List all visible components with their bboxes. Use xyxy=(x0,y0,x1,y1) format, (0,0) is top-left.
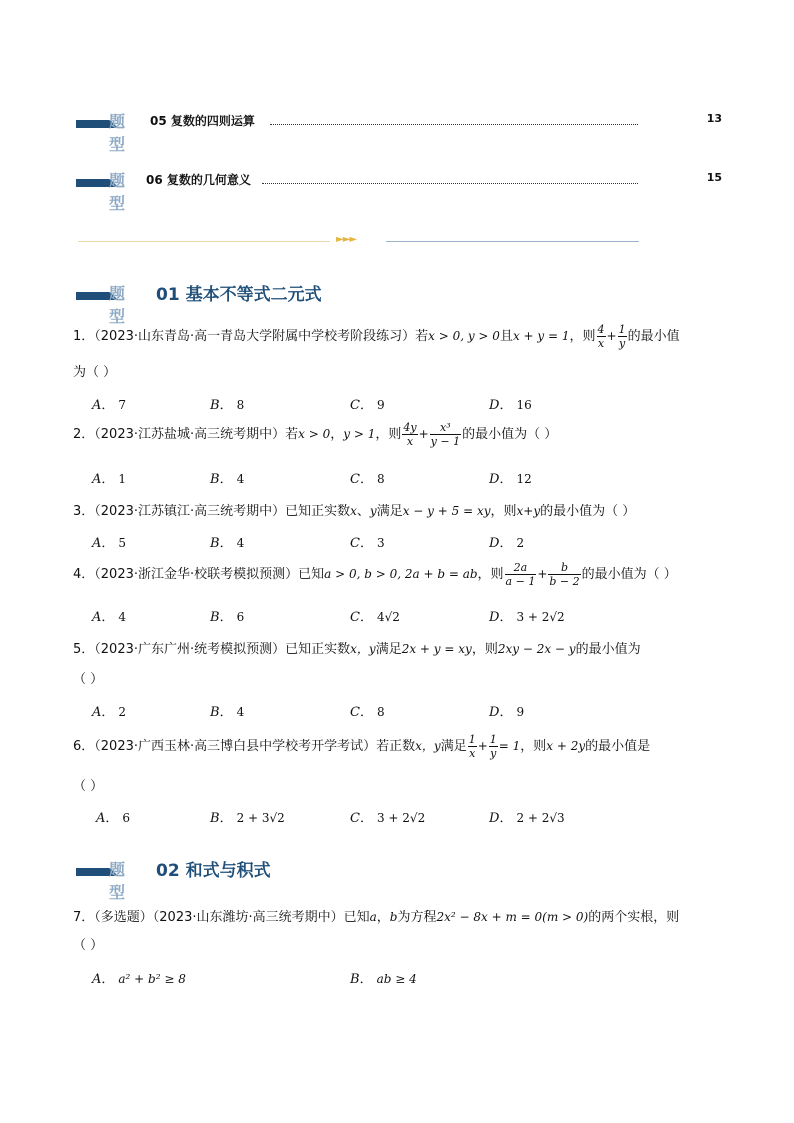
option-c[interactable]: C． 4√2 xyxy=(350,610,400,625)
option-d[interactable]: D． 3 + 2√2 xyxy=(489,610,565,625)
problem-continuation: 为（ ） xyxy=(73,365,117,380)
section-heading xyxy=(76,856,476,902)
problem-2: 2．（2023·江苏盐城·高三统考期中）若x > 0，y > 1，则 $\frac{4y}{x}$ + $\frac{\text{x³}}{y - 1}$ 的最小值为（ ） xyxy=(73,421,558,448)
option-c[interactable]: C． 3 + 2√2 xyxy=(350,811,426,826)
option-c[interactable]: C． 8 xyxy=(350,472,385,487)
option-d[interactable]: D． 2 + 2√3 xyxy=(489,811,565,826)
toc-title: 06 复数的几何意义 xyxy=(146,173,251,187)
option-a[interactable]: A． 5 xyxy=(92,536,127,551)
divider-arrows-icon: ►►► xyxy=(336,234,357,245)
toc-leader xyxy=(262,183,638,184)
problem-6: 6．（2023·广西玉林·高三博白县中学校考开学考试）若正数x，y满足 $\frac{1}{x}$ + $\frac{1}{y}$ = 1，则x + 2y的最小值是 xyxy=(73,733,651,760)
option-b[interactable]: B． 4 xyxy=(210,472,245,487)
section-title: 01 基本不等式二元式 xyxy=(156,285,322,305)
option-a[interactable]: A． 2 xyxy=(92,705,127,720)
problem-continuation: （ ） xyxy=(73,779,104,794)
option-b[interactable]: B． 8 xyxy=(210,398,245,413)
problem-continuation: （ ） xyxy=(73,672,104,687)
section-badge: 题型 xyxy=(76,112,142,130)
option-d[interactable]: D． 2 xyxy=(489,536,525,551)
problem-continuation: （ ） xyxy=(73,938,104,953)
problem-1: 1．（2023·山东青岛·高一青岛大学附属中学校考阶段练习）若x > 0, y > 0且x + y = 1，则 $\frac{4}{x}$ + $\frac{1}{y}$ 的最小值 xyxy=(73,323,680,350)
section-heading xyxy=(76,280,476,326)
option-a[interactable]: A． 1 xyxy=(92,472,127,487)
option-b[interactable]: B． 4 xyxy=(210,705,245,720)
toc-title: 05 复数的四则运算 xyxy=(150,114,255,128)
option-a[interactable]: A． 4 xyxy=(92,610,127,625)
section-badge: 题型 xyxy=(76,171,142,189)
problem-4: 4．（2023·浙江金华·校联考模拟预测）已知a > 0, b > 0, 2a + b = ab，则 $\frac{2a}{a - 1}$ + $\frac{b}{b - 2}$ 的最小值为（ ） xyxy=(73,561,677,588)
option-d[interactable]: D． 9 xyxy=(489,705,525,720)
toc-entry[interactable] xyxy=(76,110,722,154)
toc-page-number: 13 xyxy=(706,112,722,125)
option-c[interactable]: C． 9 xyxy=(350,398,385,413)
section-title: 02 和式与积式 xyxy=(156,861,271,881)
divider-right xyxy=(386,241,639,242)
toc-page-number: 15 xyxy=(706,171,722,184)
option-d[interactable]: D． 16 xyxy=(489,398,532,413)
problem-5: 5．（2023·广东广州·统考模拟预测）已知正实数x，y满足2x + y = xy，则2xy − 2x − y的最小值为 xyxy=(73,642,641,657)
option-b[interactable]: B． 4 xyxy=(210,536,245,551)
option-a[interactable]: A． a² + b² ≥ 8 xyxy=(92,972,186,987)
option-c[interactable]: C． 3 xyxy=(350,536,385,551)
toc-leader xyxy=(270,124,638,125)
option-a[interactable]: A． 6 xyxy=(96,811,131,826)
option-b[interactable]: B． 6 xyxy=(210,610,245,625)
option-c[interactable]: C． 8 xyxy=(350,705,385,720)
section-badge: 题型 xyxy=(76,860,142,878)
divider-left xyxy=(78,241,330,242)
option-b[interactable]: B． ab ≥ 4 xyxy=(350,972,417,987)
toc-entry[interactable] xyxy=(76,169,722,213)
problem-3: 3．（2023·江苏镇江·高三统考期中）已知正实数x、y满足x − y + 5 = xy，则x+y的最小值为（ ） xyxy=(73,504,636,519)
option-a[interactable]: A． 7 xyxy=(92,398,127,413)
option-d[interactable]: D． 12 xyxy=(489,472,532,487)
problem-7: 7．（多选题）（2023·山东潍坊·高三统考期中）已知a，b为方程2x² − 8x + m = 0(m > 0)的两个实根，则 xyxy=(73,910,680,925)
section-badge: 题型 xyxy=(76,284,142,302)
option-b[interactable]: B． 2 + 3√2 xyxy=(210,811,285,826)
